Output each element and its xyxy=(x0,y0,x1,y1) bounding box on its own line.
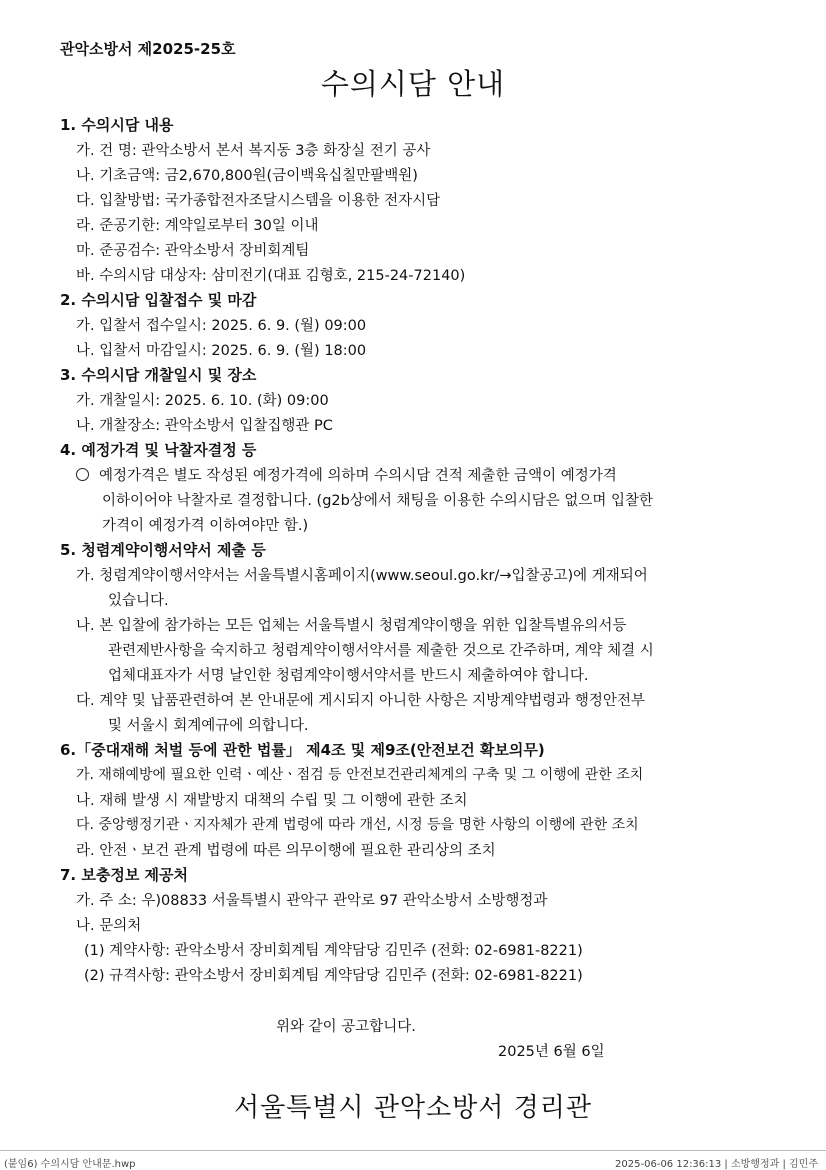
section-5-line-2: 있습니다. xyxy=(108,593,169,609)
section-4-line-3: 가격이 예정가격 이하여야만 함.) xyxy=(102,518,309,534)
section-1-line-1: 가. 건 명: 관악소방서 본서 복지동 3층 화장실 전기 공사 xyxy=(76,143,431,159)
section-3-line-2: 나. 개찰장소: 관악소방서 입찰집행관 PC xyxy=(76,418,333,434)
issuer-signature: 서울특별시 관악소방서 경리관 xyxy=(233,1093,593,1123)
document-number: 관악소방서 제2025-25호 xyxy=(60,40,236,58)
section-1-line-4: 라. 준공기한: 계약일로부터 30일 이내 xyxy=(76,218,319,234)
section-5-line-1: 가. 청렴계약이행서약서는 서울특별시홈페이지(www.seoul.go.kr/→입찰공고)에 게재되어 xyxy=(76,568,648,584)
section-7-line-3: (1) 계약사항: 관악소방서 장비회계팀 계약담당 김민주 (전화: 02-6981-8221) xyxy=(84,943,583,959)
section-6-heading: 6.「중대재해 처벌 등에 관한 법률」 제4조 및 제9조(안전보건 확보의무) xyxy=(60,741,545,759)
section-6-line-1: 가. 재해예방에 필요한 인력ㆍ예산ㆍ점검 등 안전보건관리체계의 구축 및 그 이행에 관한 조치 xyxy=(76,767,644,783)
section-2-heading: 2. 수의시담 입찰접수 및 마감 xyxy=(60,291,257,309)
section-1-line-3: 다. 입찰방법: 국가종합전자조달시스템을 이용한 전자시담 xyxy=(76,193,441,209)
section-7-line-4: (2) 규격사항: 관악소방서 장비회계팀 계약담당 김민주 (전화: 02-6981-8221) xyxy=(84,968,583,984)
section-4-bullet-line xyxy=(76,464,617,485)
section-6-line-3: 다. 중앙행정기관ㆍ지자체가 관계 법령에 따라 개선, 시정 등을 명한 사항의 이행에 관한 조치 xyxy=(76,817,639,833)
section-1-line-5: 마. 준공검수: 관악소방서 장비회계팀 xyxy=(76,243,310,259)
section-5-line-6: 다. 계약 및 납품관련하여 본 안내문에 게시되지 아니한 사항은 지방계약법령과 행정안전부 xyxy=(76,693,645,709)
footer-divider xyxy=(0,1150,826,1151)
section-5-line-5: 업체대표자가 서명 날인한 청렴계약이행서약서를 반드시 제출하여야 합니다. xyxy=(108,668,589,684)
section-4-line-2: 이하이어야 낙찰자로 결정합니다. (g2b상에서 채팅을 이용한 수의시담은 없으며 입찰한 xyxy=(102,493,654,509)
section-1-heading: 1. 수의시담 내용 xyxy=(60,116,174,134)
section-5-heading: 5. 청렴계약이행서약서 제출 등 xyxy=(60,541,266,559)
section-6-line-2: 나. 재해 발생 시 재발방지 대책의 수립 및 그 이행에 관한 조치 xyxy=(76,793,468,809)
section-1-line-6: 바. 수의시담 대상자: 삼미전기(대표 김형호, 215-24-72140) xyxy=(76,268,466,284)
section-7-line-2: 나. 문의처 xyxy=(76,918,142,934)
section-5-line-3: 나. 본 입찰에 참가하는 모든 업체는 서울특별시 청렴계약이행을 위한 입찰특별유의서등 xyxy=(76,618,627,634)
section-2-line-2: 나. 입찰서 마감일시: 2025. 6. 9. (월) 18:00 xyxy=(76,343,367,359)
section-2-line-1: 가. 입찰서 접수일시: 2025. 6. 9. (월) 09:00 xyxy=(76,318,367,334)
footer-metadata: 2025-06-06 12:36:13 | 소방행정과 | 김민주 xyxy=(615,1159,818,1170)
section-4-line-1: 예정가격은 별도 작성된 예정가격에 의하며 수의시담 견적 제출한 금액이 예정가격 xyxy=(99,468,617,484)
closing-statement: 위와 같이 공고합니다. xyxy=(276,1019,416,1035)
section-3-line-1: 가. 개찰일시: 2025. 6. 10. (화) 09:00 xyxy=(76,393,329,409)
document-title: 수의시담 안내 xyxy=(320,67,506,101)
section-1-line-2: 나. 기초금액: 금2,670,800원(금이백육십칠만팔백원) xyxy=(76,168,418,184)
announcement-date: 2025년 6월 6일 xyxy=(498,1044,605,1060)
section-4-heading: 4. 예정가격 및 낙찰자결정 등 xyxy=(60,441,257,459)
section-5-line-7: 및 서울시 회계예규에 의합니다. xyxy=(108,718,309,734)
circle-bullet-icon xyxy=(76,468,89,481)
section-3-heading: 3. 수의시담 개찰일시 및 장소 xyxy=(60,366,257,384)
footer-filename: (붙임6) 수의시담 안내문.hwp xyxy=(4,1159,136,1170)
section-7-line-1: 가. 주 소: 우)08833 서울특별시 관악구 관악로 97 관악소방서 소방행정과 xyxy=(76,893,548,909)
section-6-line-4: 라. 안전ㆍ보건 관계 법령에 따른 의무이행에 필요한 관리상의 조치 xyxy=(76,843,496,859)
section-7-heading: 7. 보충정보 제공처 xyxy=(60,866,189,884)
section-5-line-4: 관련제반사항을 숙지하고 청렴계약이행서약서를 제출한 것으로 간주하며, 계약 체결 시 xyxy=(108,643,654,659)
